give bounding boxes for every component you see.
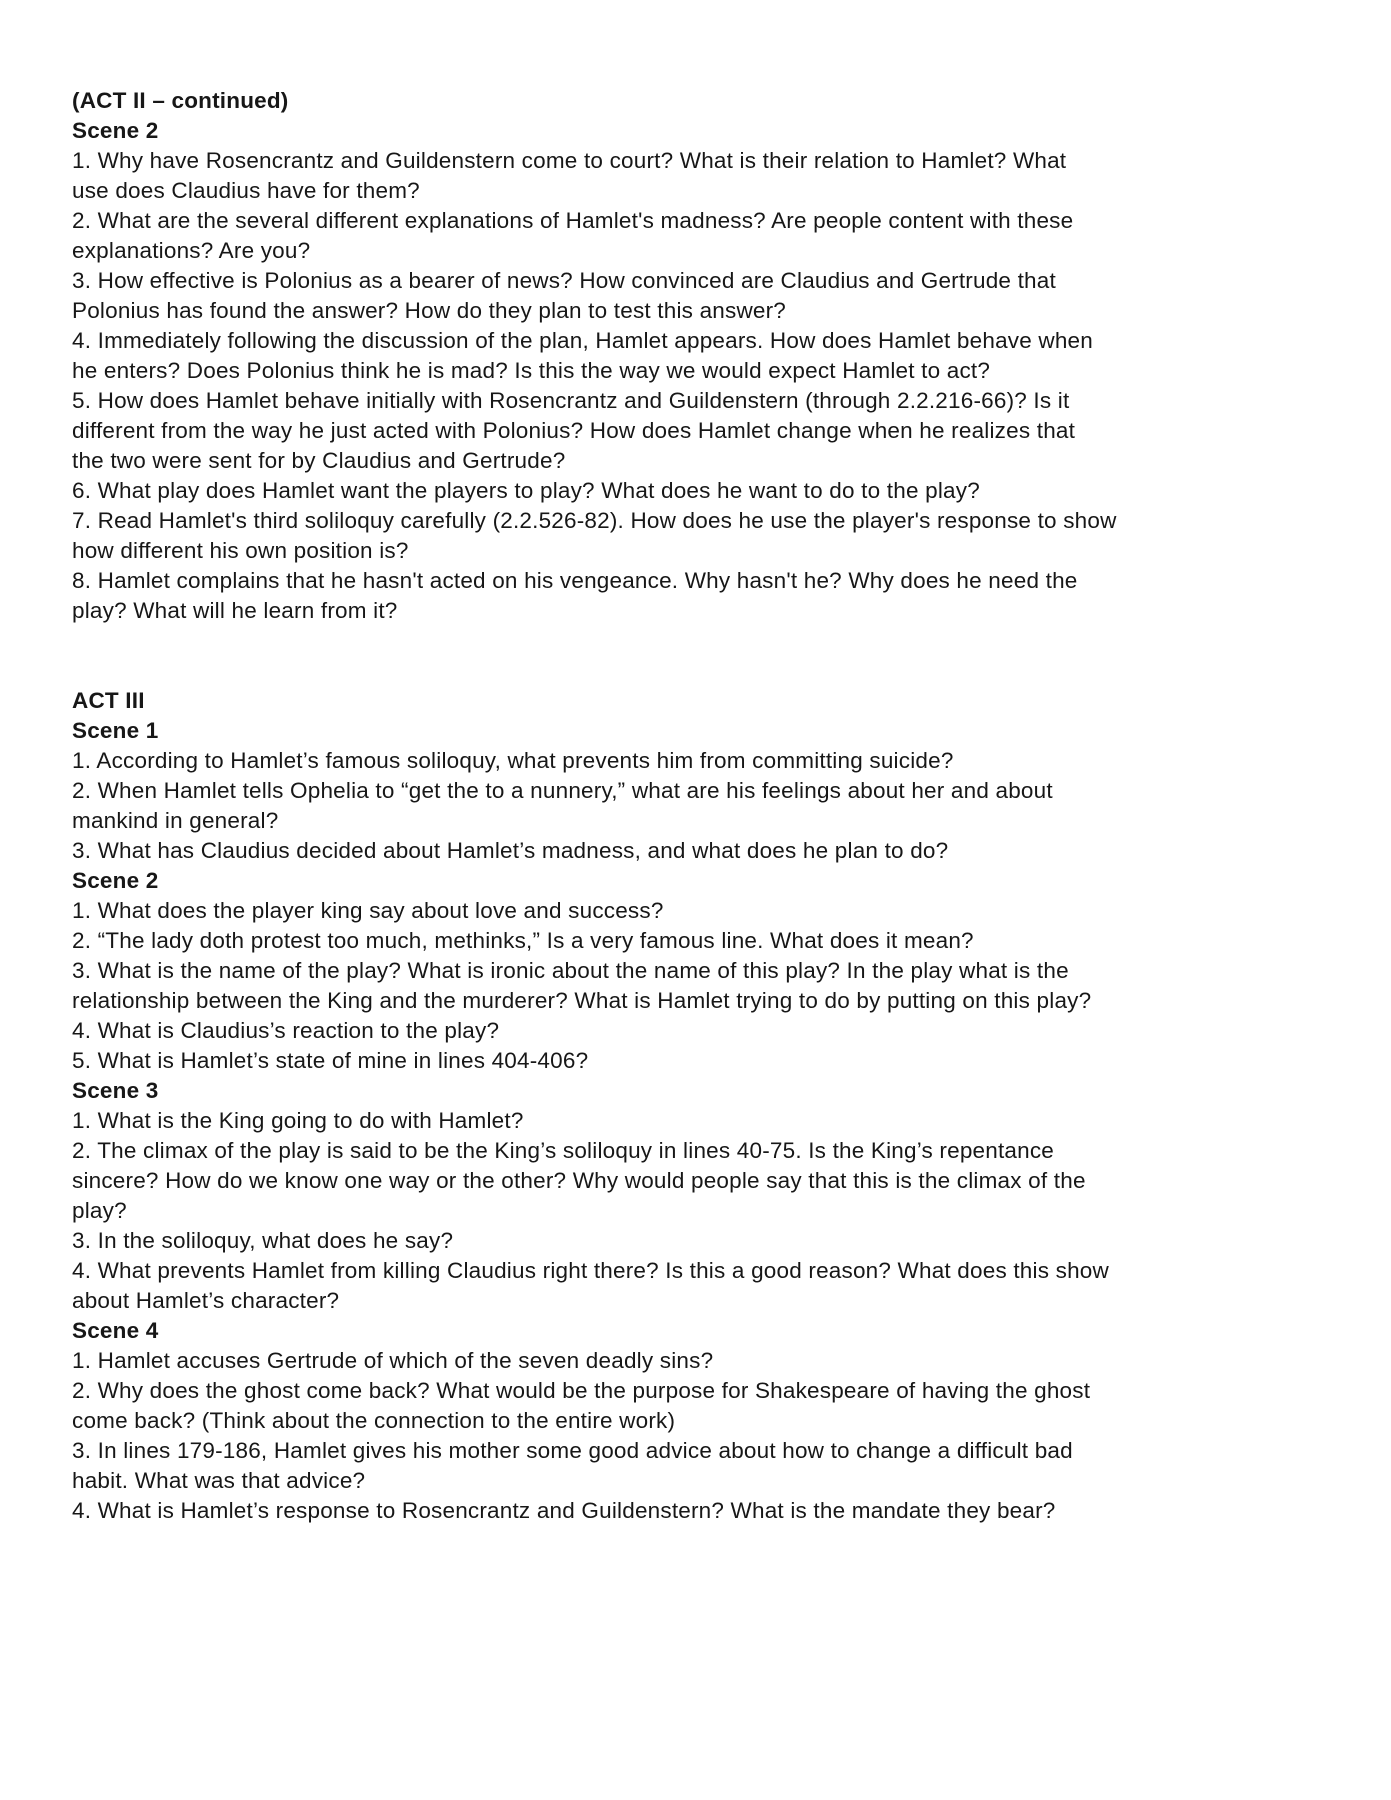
question-line: about Hamlet’s character? bbox=[72, 1288, 340, 1313]
question-line: 1. Why have Rosencrantz and Guildenstern come to court? What is their relation to Hamlet? What bbox=[72, 148, 1067, 173]
question-line: habit. What was that advice? bbox=[72, 1468, 366, 1493]
question-line: 3. How effective is Polonius as a bearer of news? How convinced are Claudius and Gertrude that bbox=[72, 268, 1056, 293]
question-line: 1. According to Hamlet’s famous soliloquy, what prevents him from committing suicide? bbox=[72, 748, 954, 773]
document-body bbox=[72, 86, 1333, 1526]
question-line: 6. What play does Hamlet want the players to play? What does he want to do to the play? bbox=[72, 478, 980, 503]
act-separator bbox=[72, 626, 1333, 686]
question bbox=[72, 1136, 1333, 1226]
scene-heading: Scene 1 bbox=[72, 718, 159, 743]
question-line: come back? (Think about the connection to the entire work) bbox=[72, 1408, 676, 1433]
question bbox=[72, 1046, 1333, 1076]
scene-heading: Scene 3 bbox=[72, 1078, 159, 1103]
question-line: play? bbox=[72, 1198, 127, 1223]
question-line: relationship between the King and the murderer? What is Hamlet trying to do by putting on this play? bbox=[72, 988, 1092, 1013]
question bbox=[72, 506, 1333, 566]
question-line: 3. What is the name of the play? What is ironic about the name of this play? In the play what is the bbox=[72, 958, 1069, 983]
question-line: use does Claudius have for them? bbox=[72, 178, 420, 203]
question-line: the two were sent for by Claudius and Gertrude? bbox=[72, 448, 566, 473]
question-line: 2. The climax of the play is said to be the King’s soliloquy in lines 40-75. Is the King’s repentance bbox=[72, 1138, 1055, 1163]
question-line: he enters? Does Polonius think he is mad? Is this the way we would expect Hamlet to act? bbox=[72, 358, 991, 383]
question-line: 2. “The lady doth protest too much, methinks,” Is a very famous line. What does it mean? bbox=[72, 928, 974, 953]
question bbox=[72, 1376, 1333, 1436]
scene-heading: Scene 2 bbox=[72, 868, 159, 893]
question-line: explanations? Are you? bbox=[72, 238, 311, 263]
question-line: 4. What is Hamlet’s response to Rosencrantz and Guildenstern? What is the mandate they bear? bbox=[72, 1498, 1056, 1523]
question bbox=[72, 476, 1333, 506]
question bbox=[72, 746, 1333, 776]
question-line: 2. When Hamlet tells Ophelia to “get the to a nunnery,” what are his feelings about her and about bbox=[72, 778, 1053, 803]
question-line: 4. Immediately following the discussion of the plan, Hamlet appears. How does Hamlet behave when bbox=[72, 328, 1093, 353]
question bbox=[72, 1016, 1333, 1046]
act-section bbox=[72, 686, 1333, 1526]
question-line: 5. What is Hamlet’s state of mine in lines 404-406? bbox=[72, 1048, 589, 1073]
question-line: 1. Hamlet accuses Gertrude of which of the seven deadly sins? bbox=[72, 1348, 714, 1373]
question-line: 8. Hamlet complains that he hasn't acted on his vengeance. Why hasn't he? Why does he need the bbox=[72, 568, 1078, 593]
question bbox=[72, 776, 1333, 836]
question-line: 1. What does the player king say about love and success? bbox=[72, 898, 664, 923]
question-line: how different his own position is? bbox=[72, 538, 409, 563]
question-line: sincere? How do we know one way or the other? Why would people say that this is the climax of the bbox=[72, 1168, 1086, 1193]
question-line: play? What will he learn from it? bbox=[72, 598, 398, 623]
question-line: 4. What prevents Hamlet from killing Claudius right there? Is this a good reason? What does this show bbox=[72, 1258, 1109, 1283]
question-line: 7. Read Hamlet's third soliloquy carefully (2.2.526-82). How does he use the player's response to show bbox=[72, 508, 1117, 533]
question bbox=[72, 146, 1333, 206]
question bbox=[72, 926, 1333, 956]
question bbox=[72, 206, 1333, 266]
question-line: 2. Why does the ghost come back? What would be the purpose for Shakespeare of having the ghost bbox=[72, 1378, 1091, 1403]
question-line: 3. In lines 179-186, Hamlet gives his mother some good advice about how to change a difficult bad bbox=[72, 1438, 1073, 1463]
question bbox=[72, 566, 1333, 626]
question-line: 3. What has Claudius decided about Hamlet’s madness, and what does he plan to do? bbox=[72, 838, 949, 863]
question bbox=[72, 1226, 1333, 1256]
question bbox=[72, 266, 1333, 326]
question-line: 2. What are the several different explanations of Hamlet's madness? Are people content with these bbox=[72, 208, 1074, 233]
question bbox=[72, 1436, 1333, 1496]
act-section bbox=[72, 86, 1333, 626]
act-heading: (ACT II – continued) bbox=[72, 88, 289, 113]
question bbox=[72, 1346, 1333, 1376]
question bbox=[72, 1106, 1333, 1136]
act-heading: ACT III bbox=[72, 688, 145, 713]
question-line: 4. What is Claudius’s reaction to the play? bbox=[72, 1018, 500, 1043]
scene-heading: Scene 4 bbox=[72, 1318, 159, 1343]
question bbox=[72, 956, 1333, 1016]
scene-heading: Scene 2 bbox=[72, 118, 159, 143]
question bbox=[72, 1256, 1333, 1316]
question bbox=[72, 896, 1333, 926]
question-line: 3. In the soliloquy, what does he say? bbox=[72, 1228, 454, 1253]
question bbox=[72, 326, 1333, 386]
question bbox=[72, 1496, 1333, 1526]
question-line: 5. How does Hamlet behave initially with Rosencrantz and Guildenstern (through 2.2.216-66)? Is it bbox=[72, 388, 1070, 413]
question-line: Polonius has found the answer? How do they plan to test this answer? bbox=[72, 298, 787, 323]
question bbox=[72, 386, 1333, 476]
question-line: 1. What is the King going to do with Hamlet? bbox=[72, 1108, 524, 1133]
question-line: mankind in general? bbox=[72, 808, 279, 833]
question bbox=[72, 836, 1333, 866]
question-line: different from the way he just acted with Polonius? How does Hamlet change when he realizes that bbox=[72, 418, 1076, 443]
